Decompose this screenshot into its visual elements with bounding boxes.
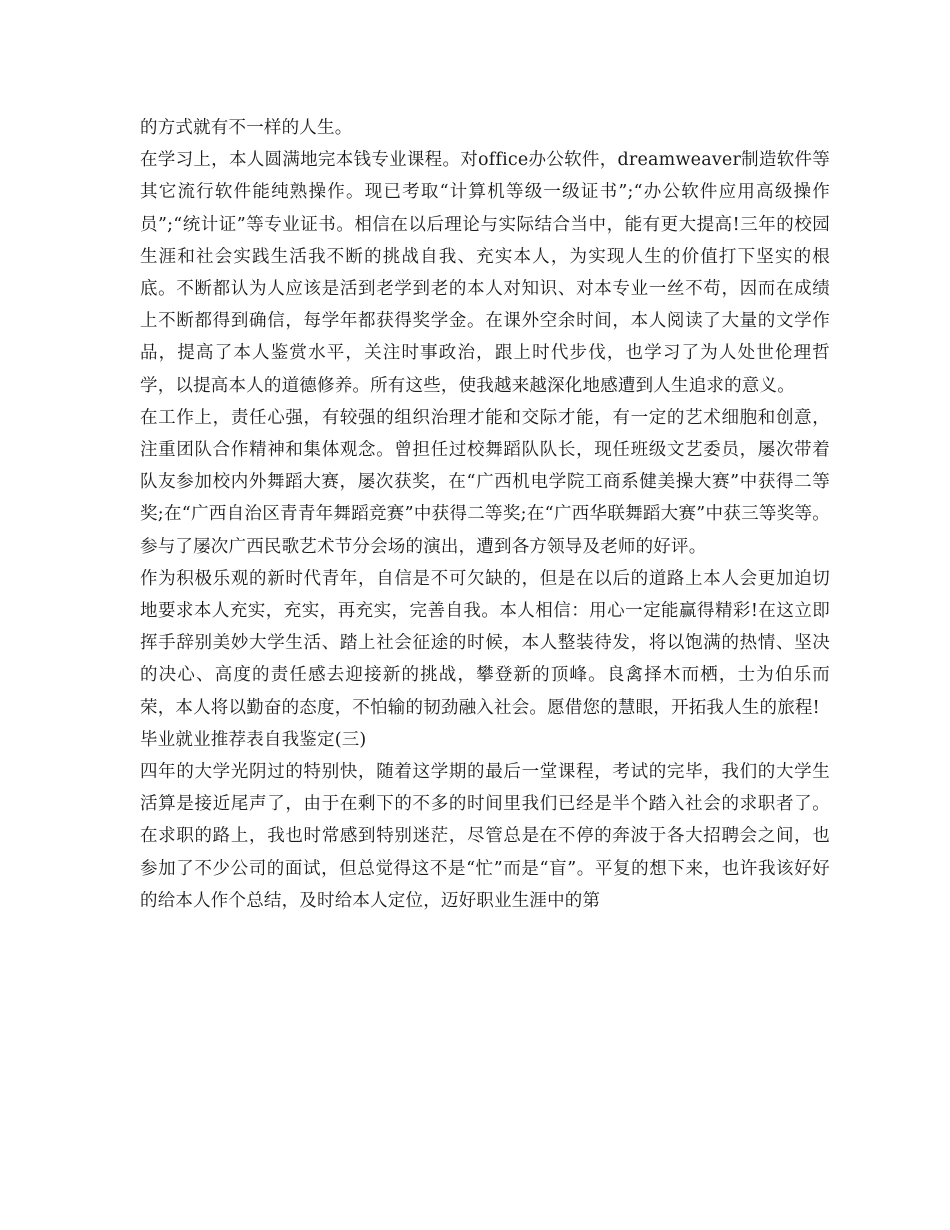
section-heading: 毕业就业推荐表自我鉴定(三)	[140, 729, 367, 750]
paragraph-continuation: 的方式就有不一样的人生。	[140, 118, 353, 138]
paragraph-outlook: 作为积极乐观的新时代青年，自信是不可欠缺的，但是在以后的道路上本人会更加迫切地要求本人充实，充实，再充实，完善自我。本人相信：用心一定能赢得精彩!在这立即挥手辞别美妙大学生活、踏上社会征途的时候，本人整装待发，将以饱满的热情、坚决的决心、高度的责任感去迎接新的挑战，攀登新的顶峰。良禽择木而栖，士为伯乐而荣，本人将以勤奋的态度，不怕输的韧劲融入社会。愿借您的慧眼，开拓我人生的旅程!	[140, 568, 830, 718]
paragraph-work: 在工作上，责任心强，有较强的组织治理才能和交际才能，有一定的艺术细胞和创意，注重团队合作精神和集体观念。曾担任过校舞蹈队队长，现任班级文艺委员，屡次带着队友参加校内外舞蹈大赛，屡次获奖，在“广西机电学院工商系健美操大赛”中获得二等奖;在“广西自治区青青年舞蹈竞赛”中获得二等奖;在“广西华联舞蹈大赛”中获三等奖等。参与了屡次广西民歌艺术节分会场的演出，遭到各方领导及老师的好评。	[140, 407, 830, 557]
paragraph-study: 在学习上，本人圆满地完本钱专业课程。对office办公软件，dreamweaver制造软件等其它流行软件能纯熟操作。现已考取“计算机等级一级证书”;“办公软件应用高级操作员”;“统计证”等专业证书。相信在以后理论与实际结合当中，能有更大提高!三年的校园生涯和社会实践生活我不断的挑战自我、充实本人，为实现人生的价值打下坚实的根底。不断都认为人应该是活到老学到老的本人对知识、对本专业一丝不苟，因而在成绩上不断都得到确信，每学年都获得奖学金。在课外空余时间，本人阅读了大量的文学作品，提高了本人鉴赏水平，关注时事政治，跟上时代步伐，也学习了为人处世伦理哲学，以提高本人的道德修养。所有这些，使我越来越深化地感遭到人生追求的意义。	[140, 150, 830, 396]
document-body	[140, 112, 830, 917]
paragraph-summary: 四年的大学光阴过的特别快，随着这学期的最后一堂课程，考试的完毕，我们的大学生活算是接近尾声了，由于在剩下的不多的时间里我们已经是半个踏入社会的求职者了。在求职的路上，我也时常感到特别迷茫，尽管总是在不停的奔波于各大招聘会之间，也参加了不少公司的面试，但总觉得这不是“忙”而是“盲”。平复的想下来，也许我该好好的给本人作个总结，及时给本人定位，迈好职业生涯中的第	[140, 762, 830, 911]
